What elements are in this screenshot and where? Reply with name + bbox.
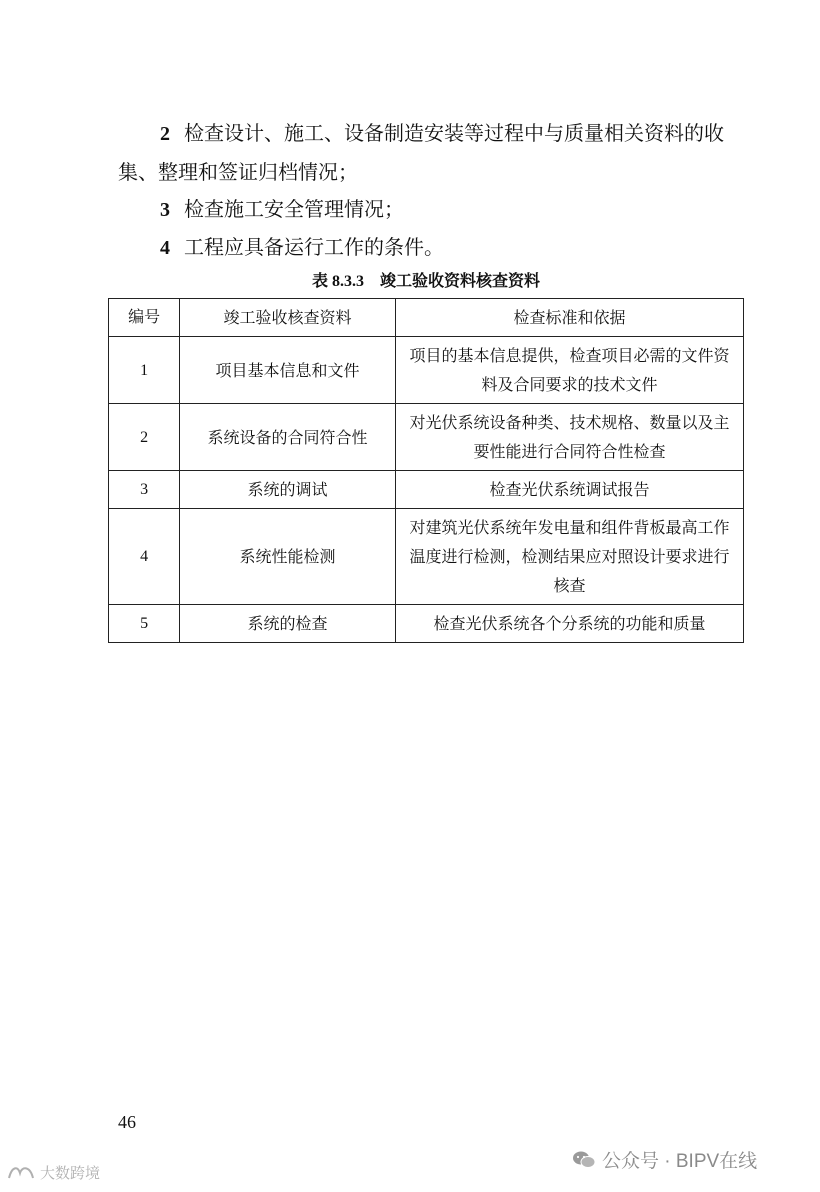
cell-item: 系统设备的合同符合性 bbox=[180, 404, 396, 471]
page-number: 46 bbox=[118, 1112, 136, 1132]
table-row bbox=[109, 337, 744, 404]
brand-logo-icon bbox=[6, 1164, 36, 1182]
inspection-table bbox=[108, 298, 744, 643]
watermark-wechat bbox=[572, 1146, 757, 1173]
watermark-brand bbox=[6, 1162, 100, 1183]
cell-item: 系统的检查 bbox=[180, 605, 396, 643]
list-number: 2 bbox=[160, 123, 170, 145]
cell-standard: 对光伏系统设备种类、技术规格、数量以及主要性能进行合同符合性检查 bbox=[395, 404, 743, 471]
table-title: 竣工验收资料核查资料 bbox=[380, 271, 541, 290]
table-header-row bbox=[109, 299, 744, 337]
watermark-text: 公众号 · BIPV在线 bbox=[602, 1151, 758, 1172]
list-text: 检查施工安全管理情况； bbox=[184, 197, 404, 221]
header-standard: 检查标准和依据 bbox=[395, 299, 743, 337]
table-caption bbox=[108, 268, 744, 291]
cell-standard: 对建筑光伏系统年发电量和组件背板最高工作温度进行检测，检测结果应对照设计要求进行核查 bbox=[395, 509, 743, 605]
list-number: 4 bbox=[160, 237, 170, 259]
cell-no: 1 bbox=[109, 337, 180, 404]
list-number: 3 bbox=[160, 199, 170, 221]
table-row bbox=[109, 471, 744, 509]
table-row bbox=[109, 605, 744, 643]
cell-standard: 检查光伏系统各个分系统的功能和质量 bbox=[395, 605, 743, 643]
table-row bbox=[109, 509, 744, 605]
cell-item: 系统的调试 bbox=[180, 471, 396, 509]
list-item-2 bbox=[118, 114, 738, 191]
list-text: 检查设计、施工、设备制造安装等过程中与质量相关资料的收集、整理和签证归档情况； bbox=[118, 121, 724, 184]
cell-item: 项目基本信息和文件 bbox=[180, 337, 396, 404]
watermark-brand-text: 大数跨境 bbox=[40, 1165, 101, 1182]
header-item: 竣工验收核查资料 bbox=[180, 299, 396, 337]
cell-standard: 项目的基本信息提供，检查项目必需的文件资料及合同要求的技术文件 bbox=[395, 337, 743, 404]
cell-item: 系统性能检测 bbox=[180, 509, 396, 605]
list-item-4 bbox=[118, 228, 738, 267]
cell-no: 4 bbox=[109, 509, 180, 605]
list-text: 工程应具备运行工作的条件。 bbox=[184, 235, 444, 259]
table-row bbox=[109, 404, 744, 471]
list-item-3 bbox=[118, 190, 738, 229]
cell-no: 3 bbox=[109, 471, 180, 509]
table-number: 表 8.3.3 bbox=[311, 273, 364, 290]
header-no: 编号 bbox=[109, 299, 180, 337]
cell-no: 2 bbox=[109, 404, 180, 471]
cell-no: 5 bbox=[109, 605, 180, 643]
cell-standard: 检查光伏系统调试报告 bbox=[395, 471, 743, 509]
wechat-icon bbox=[572, 1150, 596, 1170]
